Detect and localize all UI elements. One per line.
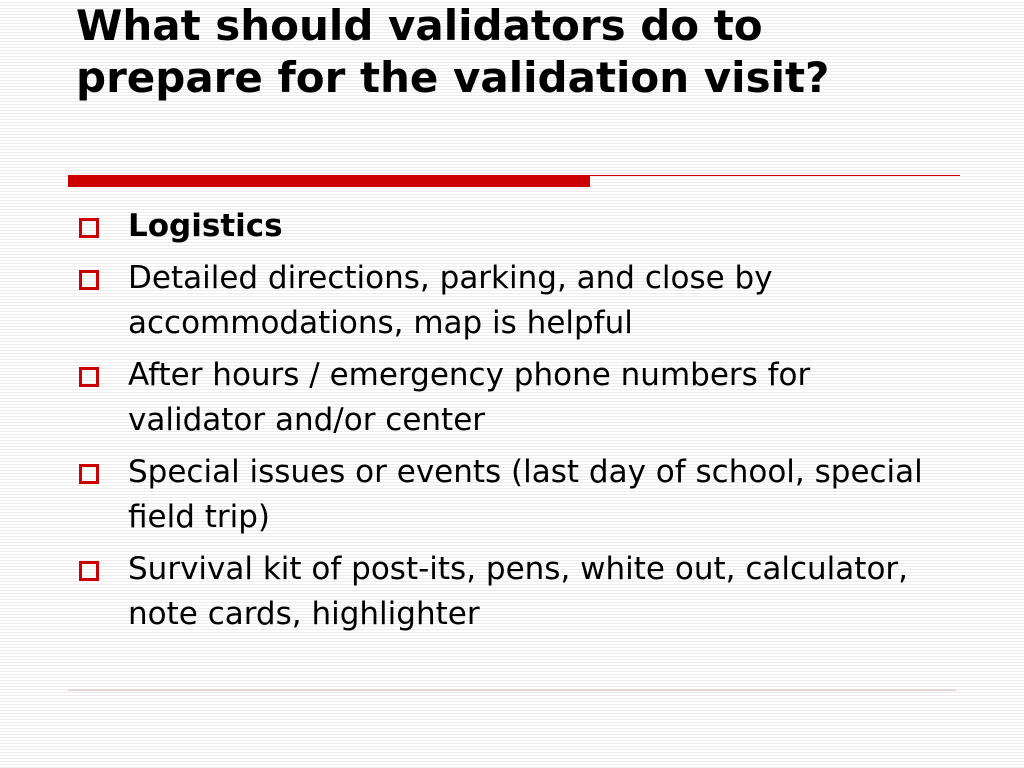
- bullet-text: After hours / emergency phone numbers for validator and/or center: [128, 357, 811, 438]
- slide-title-line-1: What should validators do to: [76, 1, 763, 50]
- bullet-text: Logistics: [128, 208, 283, 244]
- footer-divider: [68, 689, 956, 691]
- hollow-square-bullet-icon: [79, 464, 99, 484]
- hollow-square-bullet-icon: [79, 367, 99, 387]
- hollow-square-bullet-icon: [79, 561, 99, 581]
- bullet-item-survival-kit: [76, 547, 956, 637]
- hollow-square-bullet-icon: [79, 270, 99, 290]
- hollow-square-bullet-icon: [79, 218, 99, 238]
- bullet-text: Survival kit of post-its, pens, white out, calculator, note cards, highlighter: [128, 551, 909, 632]
- title-underline-accent: [68, 175, 590, 187]
- bullet-item-special-issues: [76, 450, 956, 540]
- slide-title: [76, 0, 976, 104]
- bullet-text: Detailed directions, parking, and close by accommodations, map is helpful: [128, 260, 773, 341]
- bullet-item-directions: [76, 256, 956, 346]
- bullet-item-phone-numbers: [76, 353, 956, 443]
- slide-title-line-2: prepare for the validation visit?: [76, 53, 830, 102]
- bullet-text: Special issues or events (last day of school, special field trip): [128, 454, 923, 535]
- bullet-list: [76, 204, 956, 644]
- bullet-item-logistics: [76, 204, 956, 249]
